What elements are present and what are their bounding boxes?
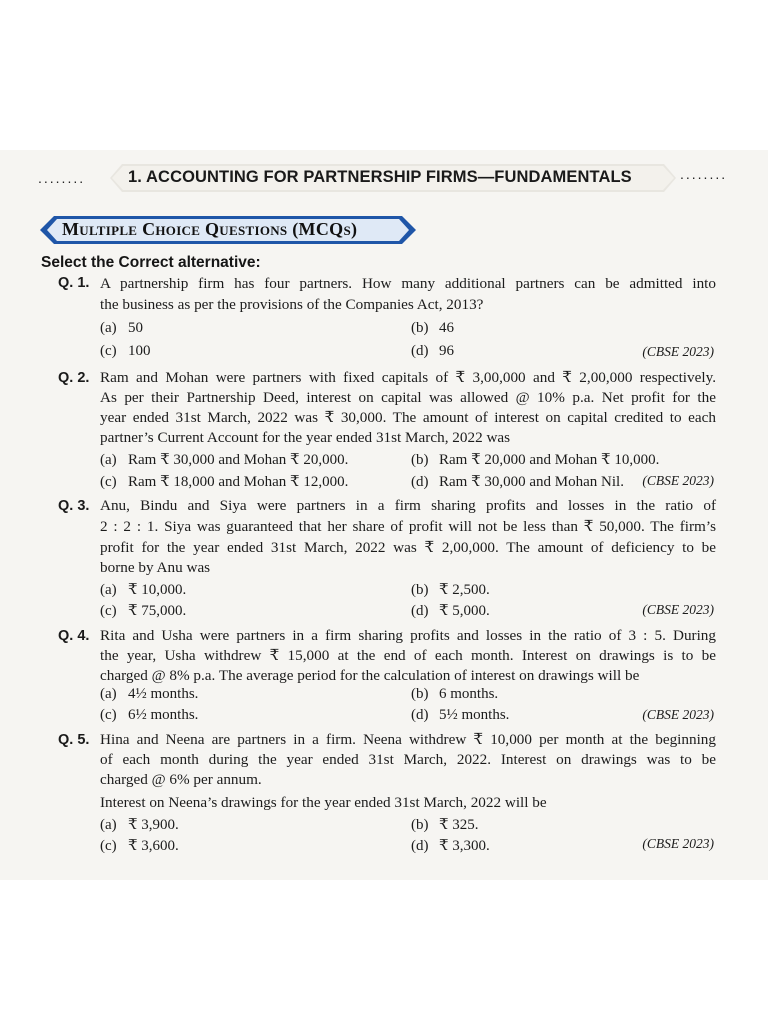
option-text: ₹ 5,000.	[439, 603, 490, 619]
question-text-line: year ended 31st March, 2022 was ₹ 30,000. The amount of interest on capital credited to each	[100, 409, 716, 426]
question-text-line: of each month during the year ended 31st March, 2022. Interest on drawings was to be	[100, 751, 716, 768]
option-b	[411, 320, 454, 337]
option-label: (b)	[411, 452, 429, 468]
option-label: (d)	[411, 707, 429, 723]
option-text: Ram ₹ 20,000 and Mohan ₹ 10,000.	[439, 452, 660, 468]
question-number: Q. 4.	[58, 628, 90, 644]
option-text: ₹ 10,000.	[128, 582, 187, 598]
question-number: Q. 5.	[58, 732, 90, 748]
option-label: (b)	[411, 686, 429, 702]
option-b	[411, 580, 490, 599]
question-text-line: Rita and Usha were partners in a firm sharing profits and losses in the ratio of 3 : 5. During	[100, 627, 716, 644]
question-source: (CBSE 2023)	[642, 836, 714, 851]
instruction: Select the Correct alternative:	[41, 254, 261, 271]
question-source: (CBSE 2023)	[642, 344, 714, 359]
question-text-line: borne by Anu was	[100, 559, 211, 576]
option-c	[100, 472, 348, 491]
question-text-line: charged @ 8% p.a. The average period for the calculation of interest on drawings will be	[100, 667, 640, 684]
question-text-line: Anu, Bindu and Siya were partners in a firm sharing profits and losses in the ratio of	[100, 497, 716, 514]
question-number: Q. 2.	[58, 370, 90, 386]
chapter-header	[38, 164, 728, 194]
question-source: (CBSE 2023)	[642, 602, 714, 617]
option-d	[411, 601, 490, 620]
option-label: (a)	[100, 817, 117, 833]
option-text: ₹ 325.	[439, 817, 479, 833]
option-label: (c)	[100, 343, 117, 359]
option-text: Ram ₹ 30,000 and Mohan ₹ 20,000.	[128, 452, 349, 468]
question-number: Q. 3.	[58, 498, 90, 514]
question-text-line: the business as per the provisions of the Companies Act, 2013?	[100, 296, 484, 313]
question-text-line: Ram and Mohan were partners with fixed capitals of ₹ 3,00,000 and ₹ 2,00,000 respectively.	[100, 369, 716, 386]
option-text: Ram ₹ 18,000 and Mohan ₹ 12,000.	[128, 474, 349, 490]
option-label: (c)	[100, 838, 117, 854]
option-label: (b)	[411, 582, 429, 598]
option-text: ₹ 3,600.	[128, 838, 179, 854]
option-label: (a)	[100, 582, 117, 598]
option-label: (d)	[411, 838, 429, 854]
question-text-line: the year, Usha withdrew ₹ 15,000 at the end of each month. Interest on drawings is to be	[100, 647, 716, 664]
option-label: (b)	[411, 320, 429, 336]
option-d	[411, 707, 509, 724]
option-label: (a)	[100, 452, 117, 468]
question-text-line: profit for the year ended 31st March, 2022 was ₹ 2,00,000. The amount of deficiency to be	[100, 539, 716, 556]
option-a	[100, 450, 348, 469]
header-dots-left: ........	[38, 170, 86, 186]
question-text-line: Interest on Neena’s drawings for the year ended 31st March, 2022 will be	[100, 794, 547, 811]
option-b	[411, 450, 659, 469]
option-a	[100, 320, 143, 337]
option-text: ₹ 3,900.	[128, 817, 179, 833]
option-label: (c)	[100, 707, 117, 723]
option-a	[100, 815, 179, 834]
header-dots-right: ........	[680, 166, 728, 182]
option-b	[411, 815, 479, 834]
option-label: (a)	[100, 686, 117, 702]
option-c	[100, 601, 186, 620]
option-text: Ram ₹ 30,000 and Mohan Nil.	[439, 474, 624, 490]
option-label: (d)	[411, 343, 429, 359]
option-label: (c)	[100, 474, 117, 490]
option-label: (b)	[411, 817, 429, 833]
option-a	[100, 580, 186, 599]
option-text: 5½ months.	[439, 707, 510, 723]
section-title: Multiple Choice Questions (MCQs)	[62, 219, 358, 239]
chapter-title: 1. ACCOUNTING FOR PARTNERSHIP FIRMS—FUNDAMENTALS	[128, 168, 632, 186]
option-label: (a)	[100, 320, 117, 336]
option-text: ₹ 3,300.	[439, 838, 490, 854]
option-c	[100, 707, 198, 724]
option-label: (d)	[411, 603, 429, 619]
option-text: 50	[128, 320, 143, 336]
option-c	[100, 343, 151, 360]
question-text-line: A partnership firm has four partners. How many additional partners can be admitted into	[100, 275, 716, 292]
option-b	[411, 686, 498, 703]
question-text-line: As per their Partnership Deed, interest on capital was allowed @ 10% p.a. Net profit for the	[100, 389, 716, 406]
option-text: 100	[128, 343, 151, 359]
question-text-line: 2 : 2 : 1. Siya was guaranteed that her share of profit will not be less than ₹ 50,000. The firm’s	[100, 518, 716, 535]
option-text: 46	[439, 320, 454, 336]
option-label: (d)	[411, 474, 429, 490]
question-text-line: charged @ 6% per annum.	[100, 771, 262, 788]
option-text: ₹ 2,500.	[439, 582, 490, 598]
question-source: (CBSE 2023)	[642, 473, 714, 488]
option-text: 96	[439, 343, 454, 359]
question-text-line: Hina and Neena are partners in a firm. Neena withdrew ₹ 10,000 per month at the beginning	[100, 731, 716, 748]
option-text: 6 months.	[439, 686, 499, 702]
question-text-line: partner’s Current Account for the year ended 31st March, 2022 was	[100, 429, 511, 446]
question-number: Q. 1.	[58, 275, 90, 291]
option-c	[100, 836, 179, 855]
option-text: 6½ months.	[128, 707, 199, 723]
option-a	[100, 686, 198, 703]
option-label: (c)	[100, 603, 117, 619]
question-source: (CBSE 2023)	[642, 707, 714, 722]
option-text: ₹ 75,000.	[128, 603, 187, 619]
option-d	[411, 343, 454, 360]
option-d	[411, 836, 490, 855]
option-d	[411, 472, 624, 491]
option-text: 4½ months.	[128, 686, 199, 702]
